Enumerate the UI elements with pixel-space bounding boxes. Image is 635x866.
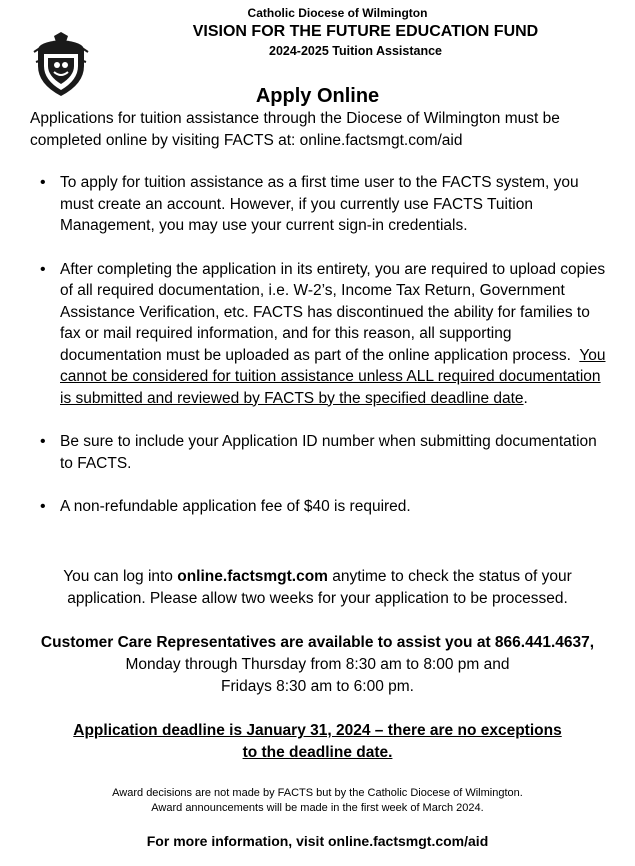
underlined-requirement: You cannot be considered for tuition assistance unless ALL required documentation is submitted and reviewed by FACTS by the specified deadline date (60, 346, 606, 407)
status-post: anytime to check the status of your application. Please allow two weeks for your application to be processed. (67, 568, 572, 607)
bullet-text: After completing the application in its entirety, you are required to upload copies of all required documentation, i.e. W-2’s, Income Tax Return, Government Assistance Verification, etc. FACTS has discontinued the ability for families to fax or mail required information, and for this reason, all supporting documentation must be uploaded as part of the online application process. (60, 260, 606, 364)
deadline-line-2: to the deadline date. (242, 744, 393, 761)
list-item (0, 431, 612, 474)
list-item (0, 172, 612, 237)
customer-care (0, 632, 635, 698)
status-pre: You can log into (63, 568, 178, 585)
status-site-link[interactable]: online.factsmgt.com (177, 568, 328, 585)
page-title: Apply Online (255, 85, 380, 107)
intro-paragraph: Applications for tuition assistance through the Diocese of Wilmington must be completed online by visiting FACTS at: online.factsmgt.com/aid (30, 110, 560, 149)
instructions-list (0, 172, 635, 540)
status-paragraph (0, 566, 635, 610)
deadline-line-1: Application deadline is January 31, 2024 – there are no exceptions (73, 722, 562, 739)
program-name: 2024-2025 Tuition Assistance (269, 44, 442, 58)
fund-name: VISION FOR THE FUTURE EDUCATION FUND (192, 23, 539, 40)
footer-line-1: Award decisions are not made by FACTS but by the Catholic Diocese of Wilmington. (112, 787, 523, 799)
care-hours-line: Monday through Thursday from 8:30 am to 8:00 pm and (125, 656, 510, 673)
list-item (0, 259, 612, 410)
more-info-link[interactable]: For more information, visit online.factsmgt.com/aid (146, 833, 489, 849)
deadline-notice (0, 720, 635, 764)
care-phone-line: Customer Care Representatives are available to assist you at 866.441.4637, (40, 634, 595, 651)
bullet-end: . (523, 389, 528, 407)
bullet-text: Be sure to include your Application ID number when submitting documentation to FACTS. (60, 433, 597, 472)
bullet-text: To apply for tuition assistance as a first time user to the FACTS system, you must create an account. However, if you currently use FACTS Tuition Management, you may use your current sign-in credentials. (60, 174, 579, 234)
care-friday-line: Fridays 8:30 am to 6:00 pm. (221, 678, 414, 695)
award-footer (0, 786, 635, 816)
footer-line-2: Award announcements will be made in the first week of March 2024. (151, 802, 484, 814)
bullet-text: A non-refundable application fee of $40 is required. (60, 498, 411, 515)
org-name: Catholic Diocese of Wilmington (247, 6, 428, 20)
list-item (0, 496, 612, 518)
